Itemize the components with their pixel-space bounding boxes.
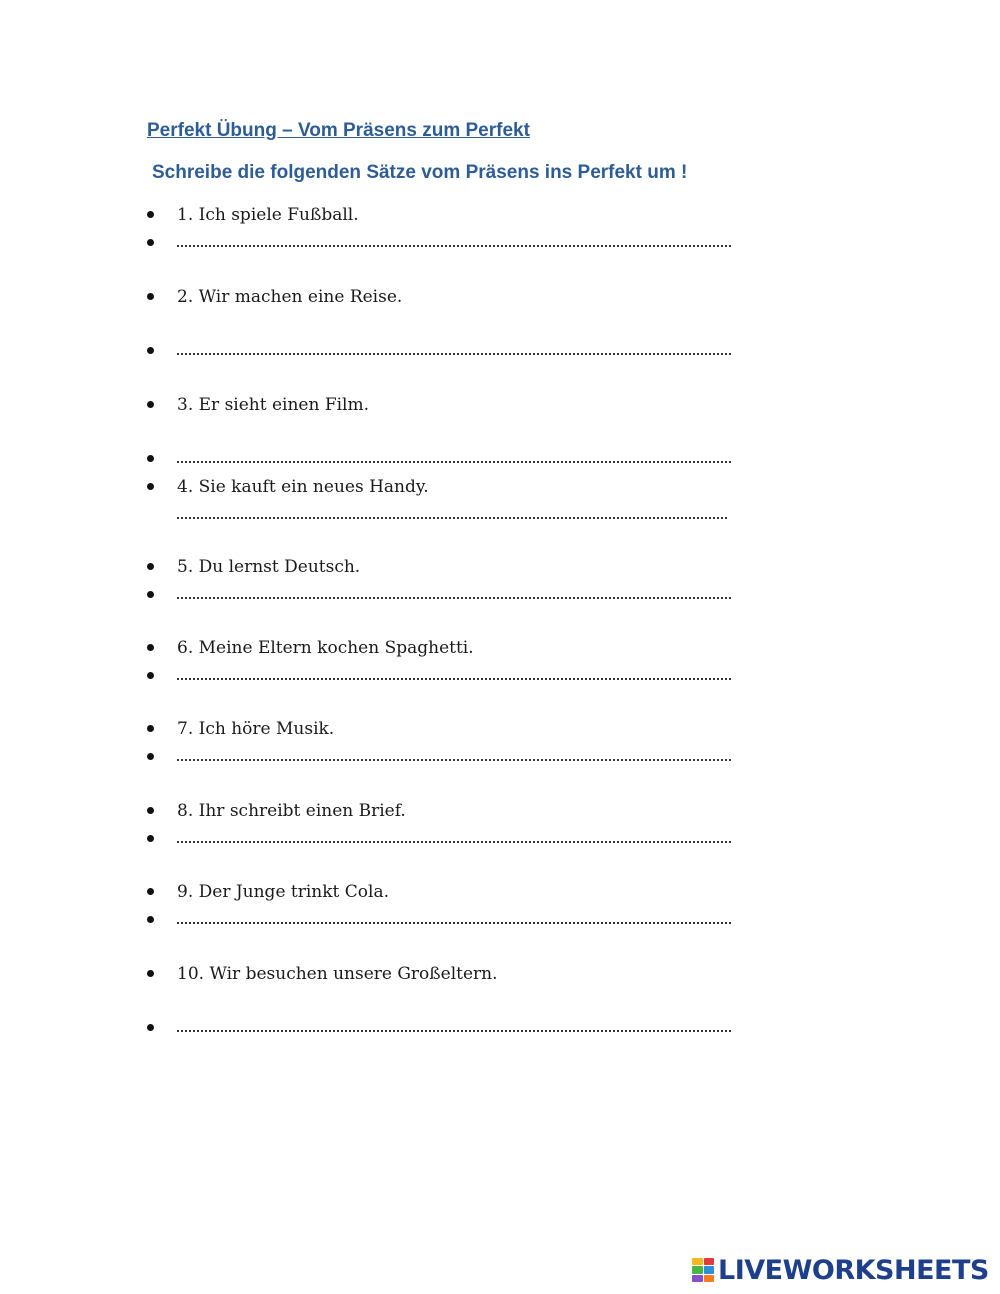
bullet-icon: [147, 807, 154, 814]
bullet-icon: [147, 293, 154, 300]
sentence-text: 1. Ich spiele Fußball.: [177, 205, 359, 225]
answer-line-10[interactable]: [144, 1016, 744, 1040]
sentence-text: 7. Ich höre Musik.: [177, 719, 335, 739]
answer-dotted-line[interactable]: [177, 353, 731, 355]
answer-dotted-line[interactable]: [177, 517, 727, 519]
bullet-icon: [147, 211, 154, 218]
logo-block: [692, 1275, 703, 1282]
logo-block: [692, 1258, 703, 1265]
answer-dotted-line[interactable]: [177, 461, 731, 463]
logo-block: [704, 1275, 715, 1282]
exercise-sentence-9: [144, 880, 744, 904]
sentence-text: 8. Ihr schreibt einen Brief.: [177, 801, 406, 821]
answer-dotted-line[interactable]: [177, 245, 731, 247]
bullet-icon: [147, 591, 154, 598]
exercise-sentence-5: [144, 555, 744, 579]
sentence-text: 3. Er sieht einen Film.: [177, 395, 370, 415]
worksheet-instruction: Schreibe die folgenden Sätze vom Präsens ins Perfekt um !: [152, 162, 688, 183]
bullet-icon: [147, 483, 154, 490]
sentence-text: 5. Du lernst Deutsch.: [177, 557, 361, 577]
bullet-icon: [147, 401, 154, 408]
logo-text: LIVEWORKSHEETS: [718, 1254, 989, 1286]
logo-block: [692, 1266, 703, 1273]
exercise-sentence-2: [144, 285, 744, 309]
answer-line-9[interactable]: [144, 908, 744, 932]
sentence-text: 9. Der Junge trinkt Cola.: [177, 882, 390, 902]
answer-line-7[interactable]: [144, 745, 744, 769]
exercise-sentence-8: [144, 799, 744, 823]
answer-line-6[interactable]: [144, 664, 744, 688]
answer-line-8[interactable]: [144, 827, 744, 851]
liveworksheets-blocks-icon: [692, 1258, 714, 1282]
bullet-icon: [147, 888, 154, 895]
exercise-sentence-4: [144, 475, 744, 499]
bullet-icon: [147, 1024, 154, 1031]
worksheet-title: Perfekt Übung – Vom Präsens zum Perfekt: [147, 120, 530, 141]
bullet-icon: [147, 644, 154, 651]
bullet-icon: [147, 347, 154, 354]
sentence-text: 6. Meine Eltern kochen Spaghetti.: [177, 638, 474, 658]
answer-line-1[interactable]: [144, 231, 744, 255]
answer-dotted-line[interactable]: [177, 597, 731, 599]
exercise-sentence-1: [144, 203, 744, 227]
answer-dotted-line[interactable]: [177, 922, 731, 924]
answer-dotted-line[interactable]: [177, 678, 731, 680]
answer-line-5[interactable]: [144, 583, 744, 607]
answer-line-2[interactable]: [144, 339, 744, 363]
logo-block: [704, 1266, 715, 1273]
logo-block: [704, 1258, 715, 1265]
sentence-text: 2. Wir machen eine Reise.: [177, 287, 403, 307]
bullet-icon: [147, 753, 154, 760]
exercise-sentence-3: [144, 393, 744, 417]
bullet-icon: [147, 725, 154, 732]
sentence-text: 4. Sie kauft ein neues Handy.: [177, 477, 429, 497]
bullet-icon: [147, 970, 154, 977]
bullet-icon: [147, 916, 154, 923]
exercise-sentence-6: [144, 636, 744, 660]
bullet-icon: [147, 455, 154, 462]
exercise-sentence-10: [144, 962, 744, 986]
answer-line-4[interactable]: [144, 503, 744, 527]
exercise-sentence-7: [144, 717, 744, 741]
answer-line-3[interactable]: [144, 447, 744, 471]
bullet-icon: [147, 835, 154, 842]
liveworksheets-logo[interactable]: [692, 1255, 989, 1285]
answer-dotted-line[interactable]: [177, 1030, 731, 1032]
bullet-icon: [147, 672, 154, 679]
sentence-text: 10. Wir besuchen unsere Großeltern.: [177, 964, 498, 984]
answer-dotted-line[interactable]: [177, 841, 731, 843]
bullet-icon: [147, 563, 154, 570]
answer-dotted-line[interactable]: [177, 759, 731, 761]
bullet-icon: [147, 239, 154, 246]
